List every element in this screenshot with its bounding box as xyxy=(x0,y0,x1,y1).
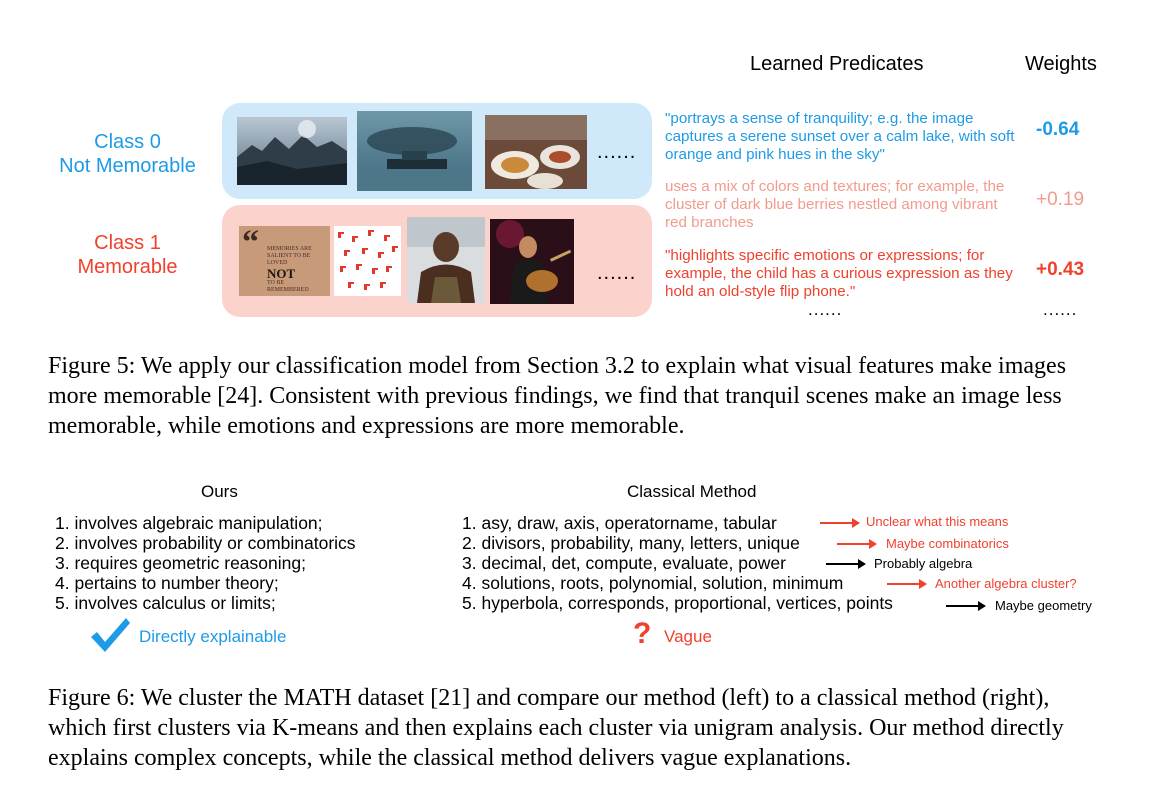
weights-header: Weights xyxy=(1025,53,1097,75)
note-unclear: Unclear what this means xyxy=(866,514,1009,529)
class0-title: Class 0 xyxy=(94,131,161,153)
ship-photo xyxy=(357,111,472,191)
vague-label: Vague xyxy=(664,627,712,646)
ours-header: Ours xyxy=(201,482,238,501)
quote-line1: MEMORIES ARE xyxy=(267,246,312,252)
class0-subtitle: Not Memorable xyxy=(59,155,196,177)
quote-mark-icon: “ xyxy=(242,226,259,261)
portrait-photo xyxy=(407,217,485,303)
ours-list xyxy=(55,513,356,613)
ours-item: 2. involves probability or combinatorics xyxy=(55,533,356,553)
class1-title: Class 1 xyxy=(94,232,161,254)
landscape-photo xyxy=(237,117,347,185)
predicate-tranquility: "portrays a sense of tranquility; e.g. the image captures a serene sunset over a calm lake, with soft orange and pink hues in the sky" xyxy=(665,110,1015,163)
class1-label xyxy=(40,231,215,279)
ours-item: 1. involves algebraic manipulation; xyxy=(55,513,323,533)
quote-line3: LOVED xyxy=(267,260,288,266)
directly-explainable-label: Directly explainable xyxy=(139,627,287,646)
classical-item: 4. solutions, roots, polynomial, solution, minimum xyxy=(462,573,844,593)
predicate-emotions: "highlights specific emotions or expressions; for example, the child has a curious expression as they hold an old-style flip phone." xyxy=(665,247,1013,300)
red-shapes-image xyxy=(334,226,401,296)
arrow-right-icon xyxy=(946,605,984,607)
figure6-caption: Figure 6: We cluster the MATH dataset [21] and compare our method (left) to a classical method (right), which first clusters via K-means and then explains each cluster via unigram analysis. Our method directly explains complex concepts, while the classical method delivers vague explanations. xyxy=(48,685,1064,771)
class0-more-dots: ...... xyxy=(597,141,637,163)
food-photo xyxy=(485,115,587,189)
quote-image-text xyxy=(267,246,329,294)
quote-line5: TO BE xyxy=(267,280,285,286)
note-another-algebra: Another algebra cluster? xyxy=(935,576,1077,591)
figure5-caption: Figure 5: We apply our classification model from Section 3.2 to explain what visual features make images more memorable [24]. Consistent with previous findings, we find that tranquil scenes make an image less memorable, while emotions and expressions are more memorable. xyxy=(48,353,1067,439)
arrow-right-icon xyxy=(826,563,864,565)
arrow-right-icon xyxy=(820,522,858,524)
quote-line6: REMEMBERED xyxy=(267,287,309,293)
classical-method-header: Classical Method xyxy=(627,482,757,501)
arrow-right-icon xyxy=(837,543,875,545)
quote-line4: NOT xyxy=(267,266,296,281)
ours-item: 5. involves calculus or limits; xyxy=(55,593,276,613)
checkmark-icon xyxy=(88,615,132,655)
predicate-more-dots: ...... xyxy=(808,300,843,319)
note-maybe-geometry: Maybe geometry xyxy=(995,598,1092,613)
weight-tranquility: -0.64 xyxy=(1036,119,1080,140)
weight-colors-textures: +0.19 xyxy=(1036,189,1085,210)
guitarist-photo xyxy=(490,219,574,304)
classical-item: 3. decimal, det, compute, evaluate, power xyxy=(462,553,786,573)
question-mark-icon: ? xyxy=(633,617,652,650)
ours-item: 3. requires geometric reasoning; xyxy=(55,553,306,573)
classical-item: 5. hyperbola, corresponds, proportional, vertices, points xyxy=(462,593,893,613)
weight-emotions: +0.43 xyxy=(1036,259,1085,280)
class0-label xyxy=(40,130,215,178)
classical-item: 1. asy, draw, axis, operatorname, tabular xyxy=(462,513,777,533)
classical-item: 2. divisors, probability, many, letters, unique xyxy=(462,533,800,553)
quote-line2: SALIENT TO BE xyxy=(267,253,311,259)
ours-item: 4. pertains to number theory; xyxy=(55,573,279,593)
class1-more-dots: ...... xyxy=(597,262,637,284)
learned-predicates-header: Learned Predicates xyxy=(750,53,924,75)
quote-image xyxy=(239,226,330,296)
predicate-colors-textures: uses a mix of colors and textures; for example, the cluster of dark blue berries nestled among vibrant red branches xyxy=(665,178,1005,231)
note-probably-algebra: Probably algebra xyxy=(874,556,973,571)
weight-more-dots: ...... xyxy=(1043,300,1078,319)
class1-subtitle: Memorable xyxy=(77,256,178,278)
note-maybe-combinatorics: Maybe combinatorics xyxy=(886,536,1009,551)
arrow-right-icon xyxy=(887,583,925,585)
